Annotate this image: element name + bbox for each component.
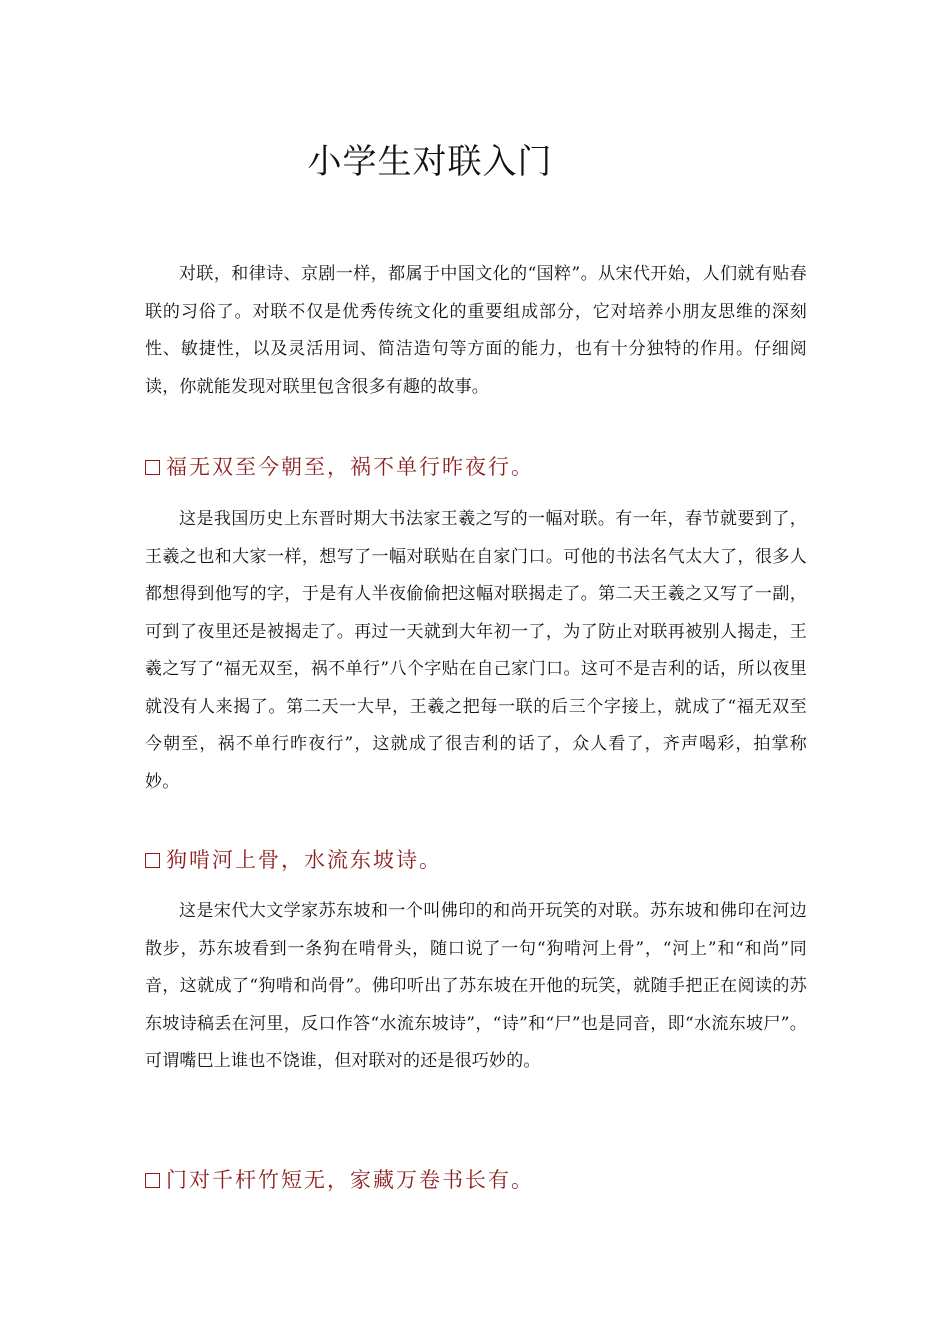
intro-paragraph: 对联，和律诗、京剧一样，都属于中国文化的“国粹”。从宋代开始，人们就有贴春联的习俗了。对联不仅是优秀传统文化的重要组成部分，它对培养小朋友思维的深刻性、敏捷性，以及灵活用词、简洁造句等方面的能力，也有十分独特的作用。仔细阅读，你就能发现对联里包含很多有趣的故事。 (145, 264, 807, 397)
page-title: 小学生对联入门 (307, 142, 553, 182)
square-outline-icon (145, 460, 160, 475)
section-body-1: 这是我国历史上东晋时期大书法家王羲之写的一幅对联。有一年，春节就要到了，王羲之也和大家一样，想写了一幅对联贴在自家门口。可他的书法名气太大了，很多人都想得到他写的字，于是有人半夜偷偷把这幅对联揭走了。第二天王羲之又写了一副，可到了夜里还是被揭走了。再过一天就到大年初一了，为了防止对联再被别人揭走，王羲之写了“福无双至，祸不单行”八个字贴在自己家门口。这可不是吉利的话，所以夜里就没有人来揭了。第二天一大早，王羲之把每一联的后三个字接上，就成了“福无双至今朝至，祸不单行昨夜行”，这就成了很吉利的话了，众人看了，齐声喝彩，拍掌称妙。 (145, 509, 807, 792)
section-heading-text: 狗啃河上骨，水流东坡诗。 (166, 848, 442, 872)
section-heading-text: 门对千杆竹短无，家藏万卷书长有。 (166, 1168, 534, 1192)
section-heading-2 (145, 845, 845, 875)
section-heading-1 (145, 452, 845, 482)
section-heading-text: 福无双至今朝至，祸不单行昨夜行。 (166, 455, 534, 479)
square-outline-icon (145, 1173, 160, 1188)
section-body-2: 这是宋代大文学家苏东坡和一个叫佛印的和尚开玩笑的对联。苏东坡和佛印在河边散步，苏东坡看到一条狗在啃骨头，随口说了一句“狗啃河上骨”，“河上”和“和尚”同音，这就成了“狗啃和尚骨”。佛印听出了苏东坡在开他的玩笑，就随手把正在阅读的苏东坡诗稿丢在河里，反口作答“水流东坡诗”，“诗”和“尸”也是同音，即“水流东坡尸”。可谓嘴巴上谁也不饶谁，但对联对的还是很巧妙的。 (145, 901, 807, 1071)
square-outline-icon (145, 853, 160, 868)
section-heading-3 (145, 1165, 845, 1195)
